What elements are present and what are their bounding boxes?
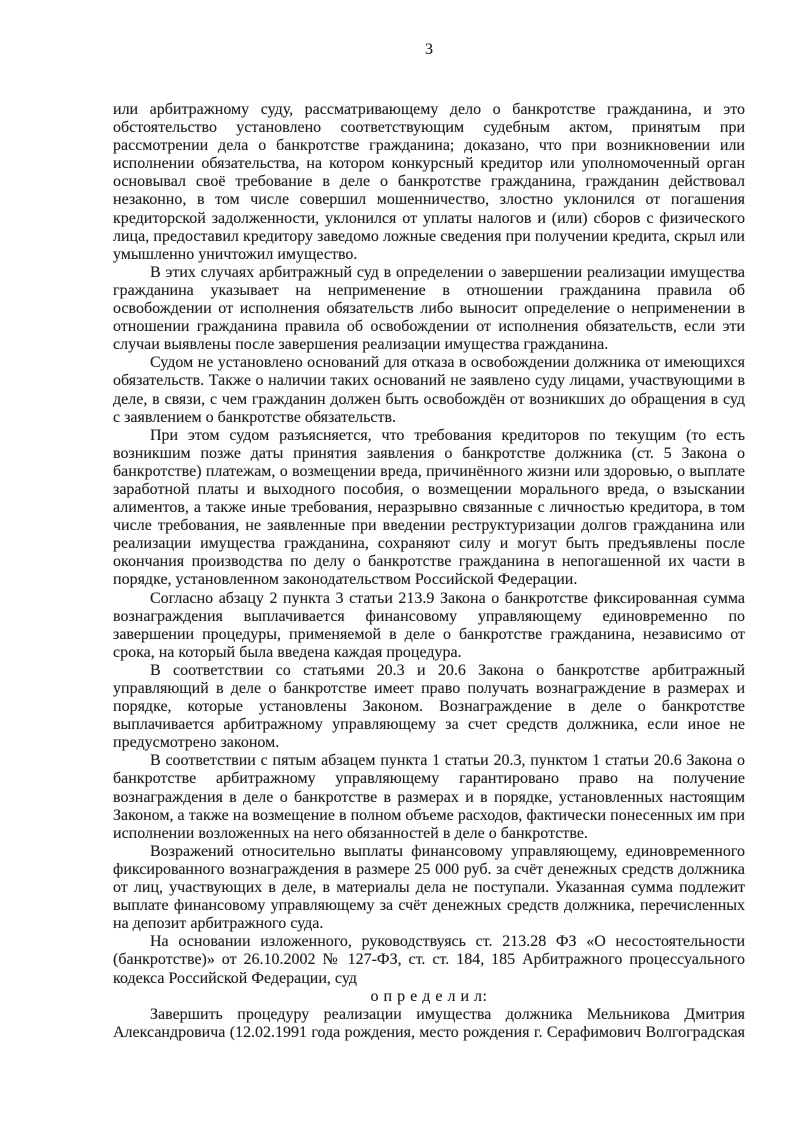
document-body bbox=[113, 101, 745, 1042]
court-ruling-heading: о п р е д е л и л: bbox=[370, 987, 488, 1005]
page-number: 3 bbox=[425, 41, 433, 58]
para-abuse-circumstances: или арбитражному суду, рассматривающему дело о банкротстве гражданина, и это обстоятельство установлено соответствующим судебным актом, принятым при рассмотрении дела о банкротстве гражданина; доказано, что при возникновении или исполнении обязательства, на котором конкурсный кредитор или уполномоченный орган основывал своё требование в деле о банкротстве гражданина, гражданин действовал незаконно, в том числе совершил мошенничество, злостно уклонился от погашения кредиторской задолженности, уклонился от уплаты налогов и (или) сборов с физического лица, предоставил кредитору заведомо ложные сведения при получении кредита, скрыл или умышленно уничтожил имущество. bbox=[113, 101, 745, 263]
para-fee-guarantee: В соответствии с пятым абзацем пункта 1 статьи 20.3, пунктом 1 статьи 20.6 Закона о банкротстве арбитражному управляющему гарантировано право на получение вознаграждения в деле о банкротстве в размерах и в порядке, установленных настоящим Законом, а также на возмещение в полном объеме расходов, фактически понесенных им при исполнении возложенных на него обязанностей в деле о банкротстве. bbox=[113, 752, 745, 842]
para-legal-basis: На основании изложенного, руководствуясь ст. 213.28 ФЗ «О несостоятельности (банкротстве)» от 26.10.2002 № 127-ФЗ, ст. ст. 184, 185 Арбитражного процессуального кодекса Российской Федерации, суд bbox=[113, 933, 745, 987]
para-ruling-complete-realization: Завершить процедуру реализации имущества должника Мельникова Дмитрия Александровича (12.02.1991 года рождения, место рождения г. Серафимович Волгоградская bbox=[113, 1005, 745, 1041]
para-articles-20-3-20-6: В соответствии со статьями 20.3 и 20.6 Закона о банкротстве арбитражный управляющий в деле о банкротстве имеет право получать вознаграждение в размерах и порядке, которые установлены Законом. Вознаграждение в деле о банкротстве выплачивается арбитражному управляющему за счет средств должника, если иное не предусмотрено законом. bbox=[113, 661, 745, 752]
para-fixed-fee-rule: Согласно абзацу 2 пункта 3 статьи 213.9 Закона о банкротстве фиксированная сумма вознаграждения выплачивается финансовому управляющему единовременно по завершении процедуры, применяемой в деле о банкротстве гражданина, независимо от срока, на который была введена каждая процедура. bbox=[113, 589, 745, 661]
para-no-grounds-found: Судом не установлено оснований для отказа в освобождении должника от имеющихся обязательств. Также о наличии таких оснований не заявлено суду лицами, участвующими в деле, в связи, с чем гражданин должен быть освобождён от возникших до обращения в суд с заявлением о банкротстве обязательств. bbox=[113, 354, 745, 426]
para-non-release-rule: В этих случаях арбитражный суд в определении о завершении реализации имущества гражданина указывает на неприменение в отношении гражданина правила об освобождении от исполнения обязательств либо выносит определение о неприменении в отношении гражданина правила об освобождении от исполнения обязательств, если эти случаи выявлены после завершения реализации имущества гражданина. bbox=[113, 263, 745, 354]
para-no-objections-25000: Возражений относительно выплаты финансовому управляющему, единовременного фиксированного вознаграждения в размере 25 000 руб. за счёт денежных средств должника от лиц, участвующих в деле, в материалы дела не поступали. Указанная сумма подлежит выплате финансовому управляющему за счёт денежных средств должника, перечисленных на депозит арбитражного суда. bbox=[113, 842, 745, 933]
para-surviving-claims: При этом судом разъясняется, что требования кредиторов по текущим (то есть возникшим позже даты принятия заявления о банкротстве должника (ст. 5 Закона о банкротстве) платежам, о возмещении вреда, причинённого жизни или здоровью, о выплате заработной платы и выходного пособия, о возмещении морального вреда, о взыскании алиментов, а также иные требования, неразрывно связанные с личностью кредитора, в том числе требования, не заявленные при введении реструктуризации долгов гражданина или реализации имущества гражданина, сохраняют силу и могут быть предъявлены после окончания производства по делу о банкротстве гражданина в непогашенной их части в порядке, установленном законодательством Российской Федерации. bbox=[113, 426, 745, 589]
